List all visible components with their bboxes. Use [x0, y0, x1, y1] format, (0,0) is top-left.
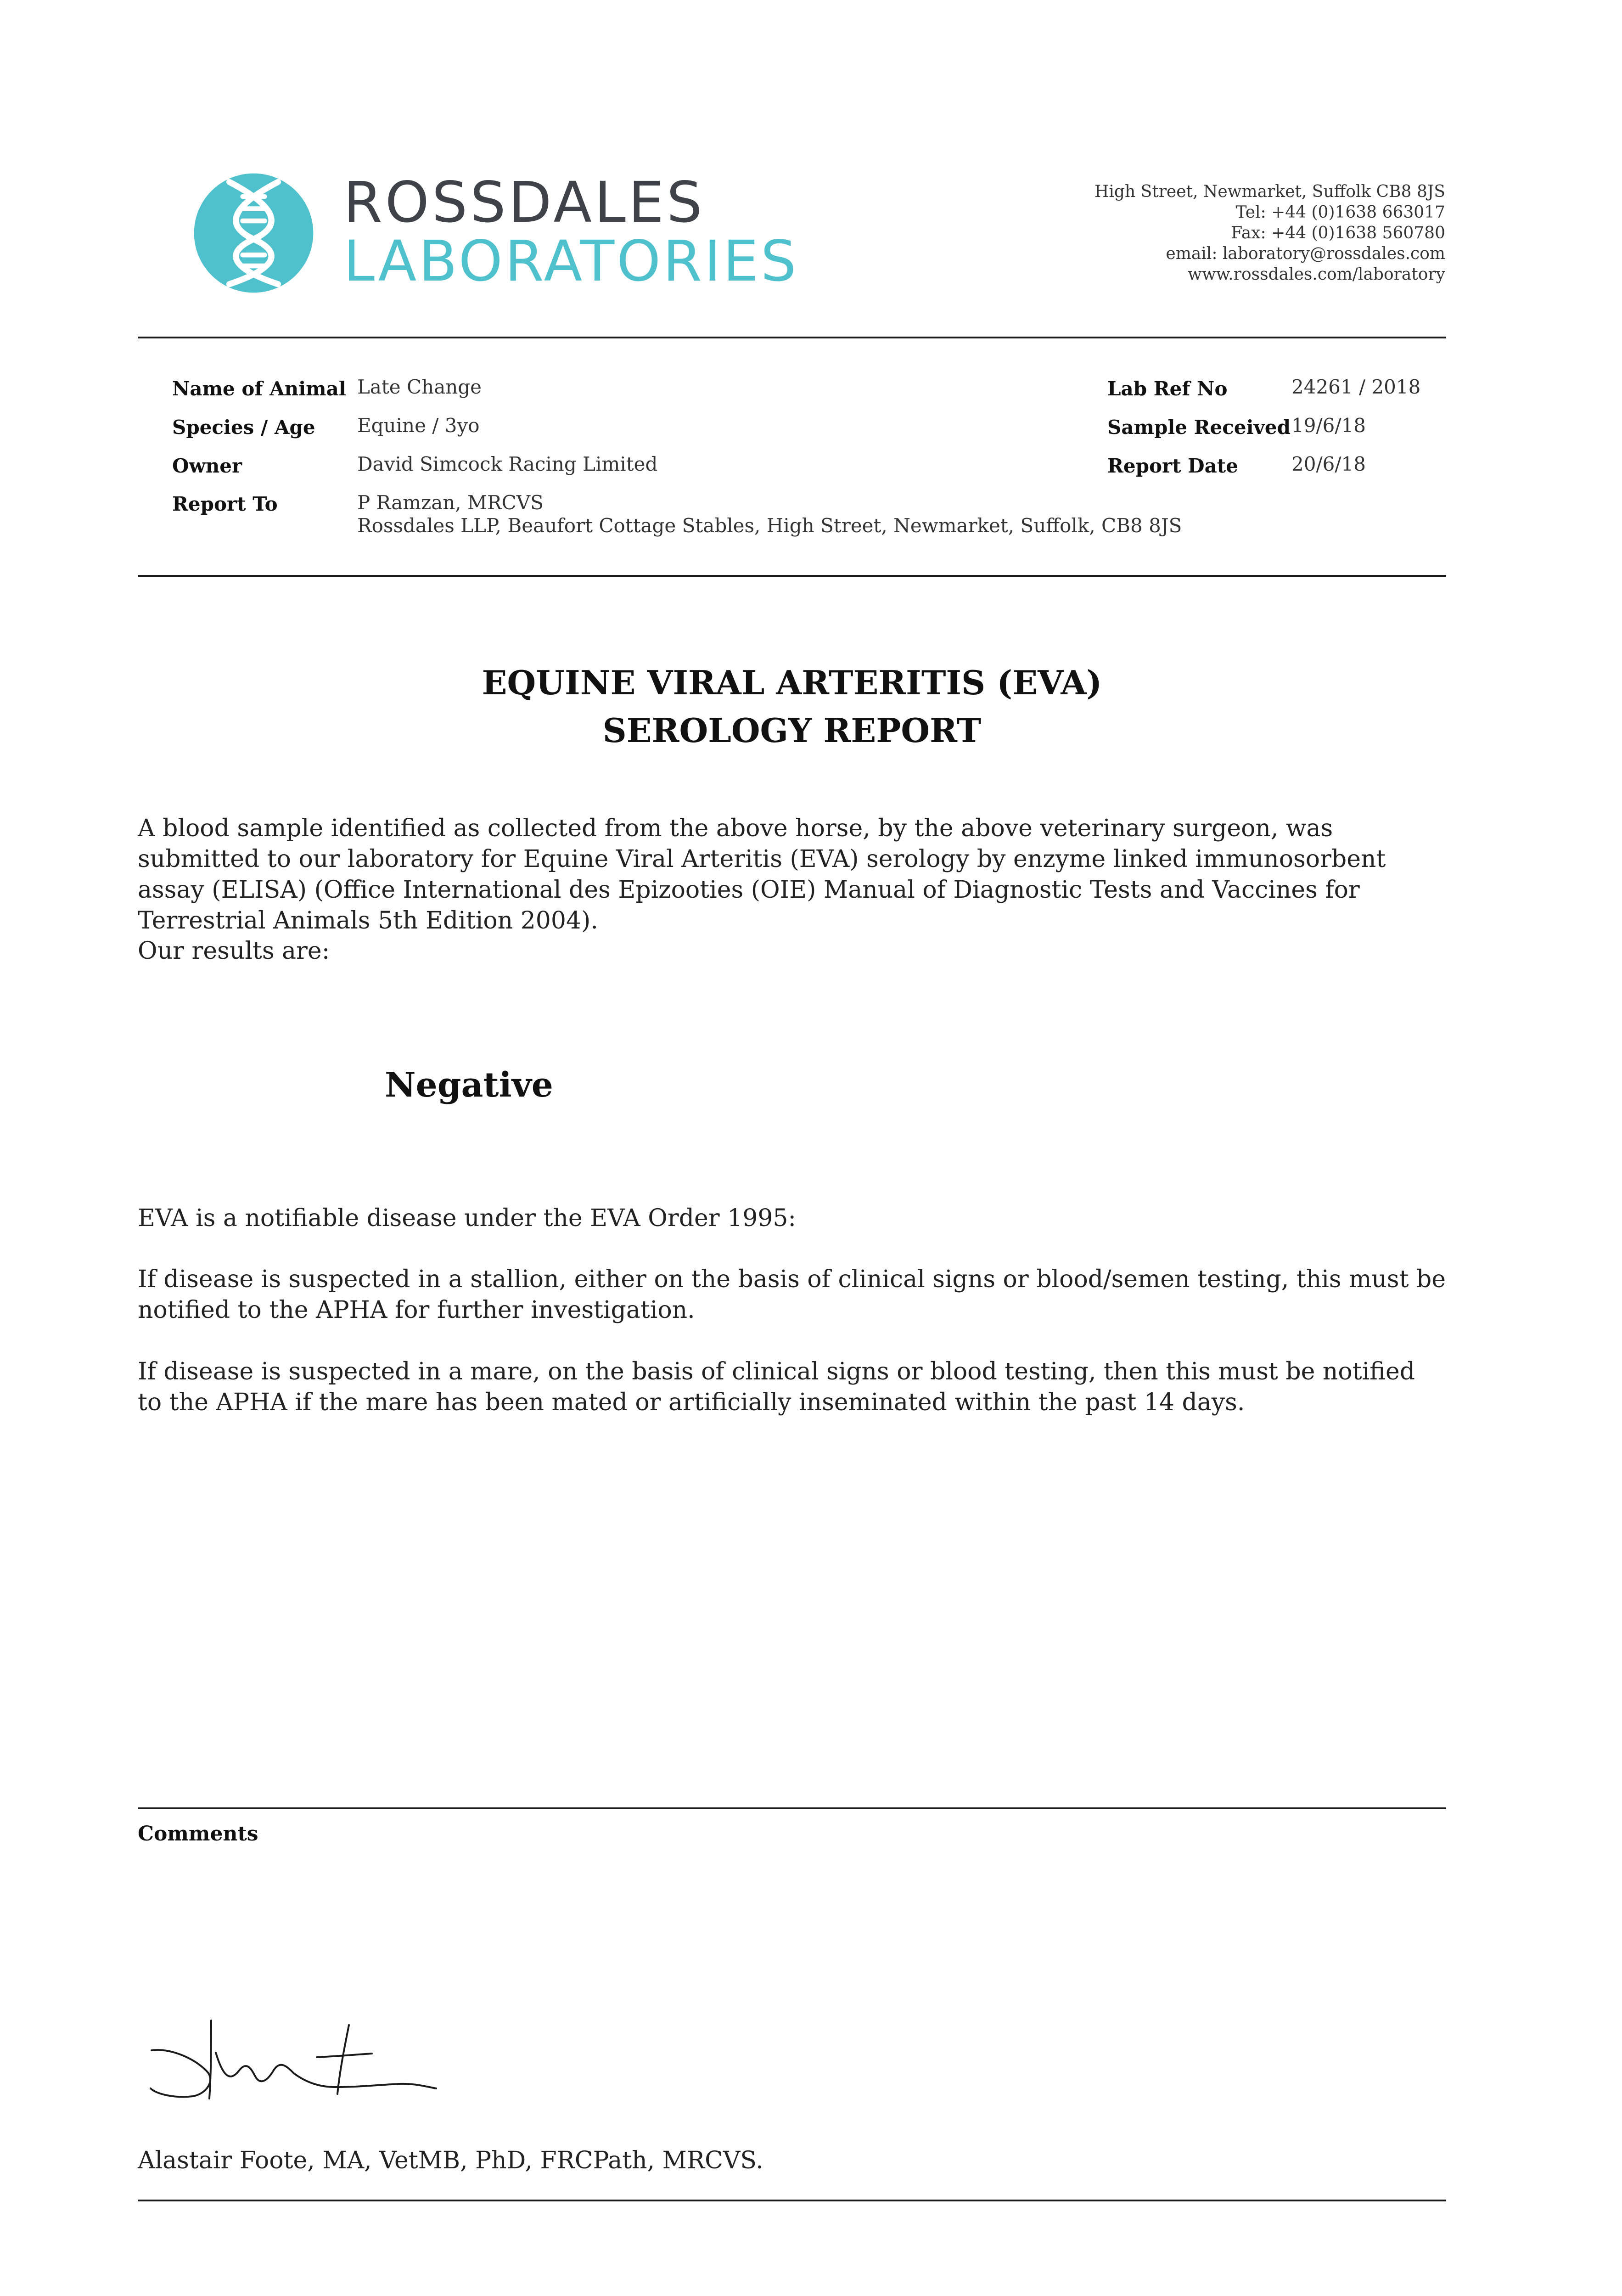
brand-name-line2: LABORATORIES: [343, 229, 799, 294]
comments-label: Comments: [138, 1822, 258, 1846]
comments-divider: [138, 1807, 1446, 1809]
species-age-label: Species / Age: [172, 416, 315, 439]
name-of-animal-label: Name of Animal: [172, 377, 346, 400]
report-to-value-line1: P Ramzan, MRCVS: [357, 491, 544, 514]
report-to-label: Report To: [172, 493, 278, 515]
species-age-value: Equine / 3yo: [357, 414, 480, 437]
lab-ref-label: Lab Ref No: [1107, 377, 1228, 400]
mare-paragraph: If disease is suspected in a mare, on the basis of clinical signs or blood testing, then this must be notified to the APHA if the mare has been mated or artificially inseminated within the past 14 days.: [138, 1358, 1415, 1416]
signatory-name: Alastair Foote, MA, VetMB, PhD, FRCPath, MRCVS.: [138, 2147, 763, 2174]
report-title-line2: SEROLOGY REPORT: [602, 711, 982, 750]
brand-wordmark: [343, 170, 799, 294]
info-divider: [138, 575, 1446, 577]
test-result: Negative: [385, 1065, 553, 1105]
stallion-paragraph: If disease is suspected in a stallion, either on the basis of clinical signs or blood/semen testing, this must be notified to the APHA for further investigation.: [138, 1266, 1446, 1324]
owner-value: David Simcock Racing Limited: [357, 453, 658, 475]
dna-logo-icon: [193, 172, 314, 294]
header-divider: [138, 337, 1446, 338]
address-email: email: laboratory@rossdales.com: [1166, 244, 1445, 263]
name-of-animal-value: Late Change: [357, 376, 482, 398]
lab-ref-value: 24261 / 2018: [1291, 376, 1421, 398]
report-title: [138, 659, 1446, 754]
notifiable-statement: EVA is a notifiable disease under the EVA Order 1995:: [138, 1204, 797, 1232]
sample-received-label: Sample Received: [1107, 416, 1291, 439]
results-intro: Our results are:: [138, 937, 330, 965]
address-fax: Fax: +44 (0)1638 560780: [1231, 224, 1445, 242]
address-web: www.rossdales.com/laboratory: [1188, 265, 1445, 284]
report-title-line1: EQUINE VIRAL ARTERITIS (EVA): [482, 663, 1102, 702]
report-date-value: 20/6/18: [1291, 453, 1366, 475]
footer-divider: [138, 2200, 1446, 2201]
intro-paragraph: A blood sample identified as collected from the above horse, by the above veterinary surgeon, was submitted to our laboratory for Equine Viral Arteritis (EVA) serology by enzyme linked immunosorbent assay (ELISA) (Office International des Epizooties (OIE) Manual of Diagnostic Tests and Vaccines for Terrestrial Animals 5th Edition 2004).: [138, 815, 1386, 934]
report-to-value-line2: Rossdales LLP, Beaufort Cottage Stables, High Street, Newmarket, Suffolk, CB8 8JS: [357, 514, 1182, 537]
sample-received-value: 19/6/18: [1291, 414, 1366, 437]
signature-image: [142, 2007, 491, 2122]
brand-name-line1: ROSSDALES: [343, 170, 705, 235]
lab-address: [1094, 181, 1445, 285]
owner-label: Owner: [172, 455, 242, 477]
address-tel: Tel: +44 (0)1638 663017: [1235, 203, 1445, 222]
report-date-label: Report Date: [1107, 455, 1238, 477]
address-street: High Street, Newmarket, Suffolk CB8 8JS: [1094, 182, 1445, 201]
